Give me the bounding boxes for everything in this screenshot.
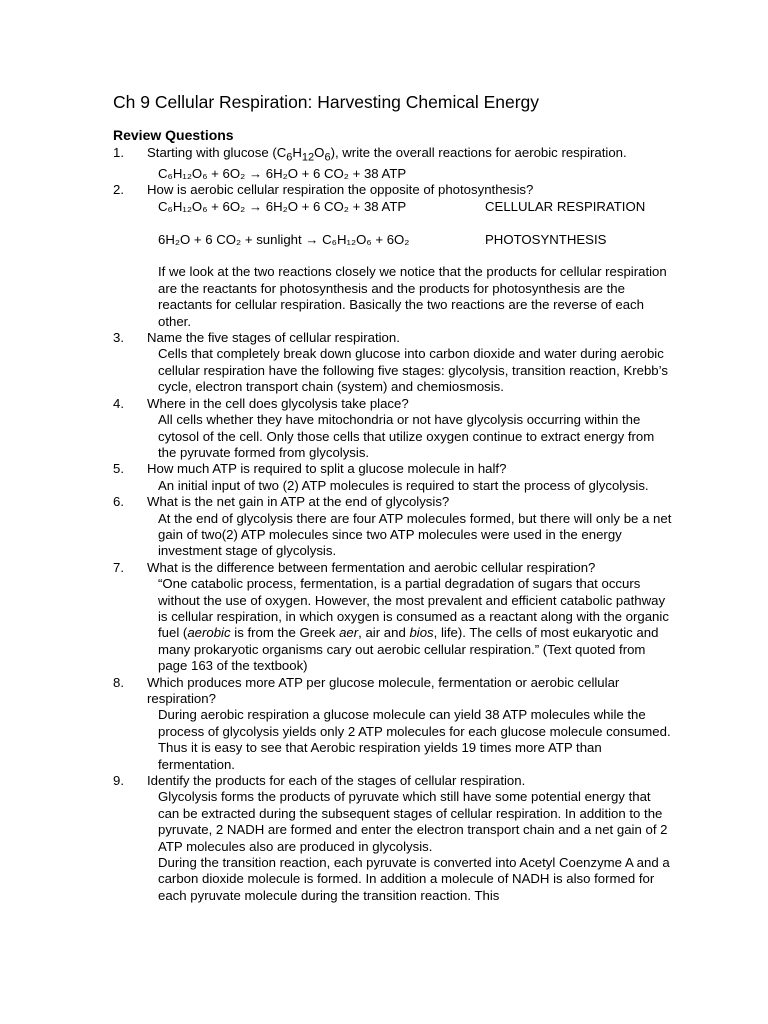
question-text: Starting with glucose $(C_6H_{12}O_6)$, write the overall reactions for aerobic respiration. bbox=[147, 145, 627, 164]
answer-text: Cells that completely break down glucose into carbon dioxide and water during aerobic cellular respiration have the following five stages: glycolysis, transition reaction, Krebb’s cycle, electron transport chain (system) and chemiosmosis. bbox=[158, 346, 668, 395]
question-number: 3. bbox=[113, 330, 124, 346]
photosynthesis-equation: 6H₂O + 6 CO₂ + sunlight → C₆H₁₂O₆ + 6O₂ PHOTOSYNTHESIS bbox=[158, 231, 607, 247]
question-text: Where in the cell does glycolysis take place? bbox=[147, 395, 409, 411]
respiration-equation: C₆H₁₂O₆ + 6O₂ → 6H₂O + 6 CO₂ + 38 ATP bbox=[158, 166, 407, 182]
question-6 bbox=[113, 494, 673, 560]
question-text: How is aerobic cellular respiration the opposite of photosynthesis? bbox=[147, 182, 534, 198]
equation-label: PHOTOSYNTHESIS bbox=[485, 231, 607, 247]
question-text: What is the net gain in ATP at the end of glycolysis? bbox=[147, 494, 450, 510]
review-questions-heading: Review Questions bbox=[113, 127, 234, 143]
answer-text: Glycolysis forms the products of pyruvate which still have some potential energy that can be extracted during the subsequent stages of cellular respiration. In addition to the pyruvate, 2 NADH are formed and enter the electron transport chain and a net gain of 2 ATP molecules also are produced in glycolysis. bbox=[158, 789, 668, 854]
respiration-equation: C₆H₁₂O₆ + 6O₂ → 6H₂O + 6 CO₂ + 38 ATP CELLULAR RESPIRATION bbox=[158, 198, 646, 214]
answer-text: During the transition reaction, each pyruvate is converted into Acetyl Coenzyme A and a carbon dioxide molecule is formed. In addition a molecule of NADH is also formed for each pyruvate molecule during the transition reaction. This bbox=[158, 855, 670, 903]
question-list bbox=[113, 145, 673, 904]
question-7 bbox=[113, 560, 673, 675]
question-text: Identify the products for each of the stages of cellular respiration. bbox=[147, 773, 526, 789]
page-title: Ch 9 Cellular Respiration: Harvesting Chemical Energy bbox=[113, 92, 540, 112]
question-number: 9. bbox=[113, 773, 124, 789]
answer-text: “One catabolic process, fermentation, is a partial degradation of sugars that occurs without the use of oxygen. However, the most prevalent and efficient catabolic pathway is cellular respiration, in which oxygen is consumed as a reactant along with the organic fuel (aerobic is from the Greek aer, air and bios, life). The cells of most eukaryotic and many prokaryotic organisms cary out aerobic cellular respiration.” (Text quoted from page 163 of the textbook) bbox=[158, 576, 669, 674]
question-number: 8. bbox=[113, 674, 124, 690]
question-text: How much ATP is required to split a glucose molecule in half? bbox=[147, 461, 507, 477]
question-number: 4. bbox=[113, 395, 124, 411]
question-number: 7. bbox=[113, 559, 124, 575]
question-8 bbox=[113, 675, 673, 773]
question-1 bbox=[113, 145, 673, 182]
question-3 bbox=[113, 330, 673, 396]
answer-text: During aerobic respiration a glucose molecule can yield 38 ATP molecules while the process of glycolysis yields only 2 ATP molecules for each glucose molecule consumed. Thus it is easy to see that Aerobic respiration yields 19 times more ATP than fermentation. bbox=[158, 707, 671, 772]
answer-text: At the end of glycolysis there are four ATP molecules formed, but there will only be a net gain of two(2) ATP molecules since two ATP molecules were used in the energy investment stage of glycolysis. bbox=[158, 510, 672, 559]
question-5 bbox=[113, 461, 673, 494]
question-text: Which produces more ATP per glucose molecule, fermentation or aerobic cellular respiration? bbox=[147, 674, 620, 707]
question-9 bbox=[113, 773, 673, 904]
equation-label: CELLULAR RESPIRATION bbox=[485, 198, 646, 214]
question-4 bbox=[113, 396, 673, 462]
question-number: 5. bbox=[113, 461, 124, 477]
question-number: 6. bbox=[113, 494, 124, 510]
answer-text: An initial input of two (2) ATP molecules is required to start the process of glycolysis. bbox=[158, 477, 649, 493]
question-number: 1. bbox=[113, 145, 124, 160]
question-text: Name the five stages of cellular respiration. bbox=[147, 330, 400, 346]
question-2 bbox=[113, 182, 673, 330]
question-number: 2. bbox=[113, 182, 124, 198]
answer-text: All cells whether they have mitochondria or not have glycolysis occurring within the cytosol of the cell. Only those cells that utilize oxygen continue to extract energy from the pyruvate formed from glycolysis. bbox=[158, 412, 655, 460]
answer-text: If we look at the two reactions closely we notice that the products for cellular respiration are the reactants for photosynthesis and the products for photosynthesis are the reactants for cellular respiration. Basically the two reactions are the reverse of each other. bbox=[158, 264, 667, 329]
question-text: What is the difference between fermentation and aerobic cellular respiration? bbox=[147, 559, 596, 575]
